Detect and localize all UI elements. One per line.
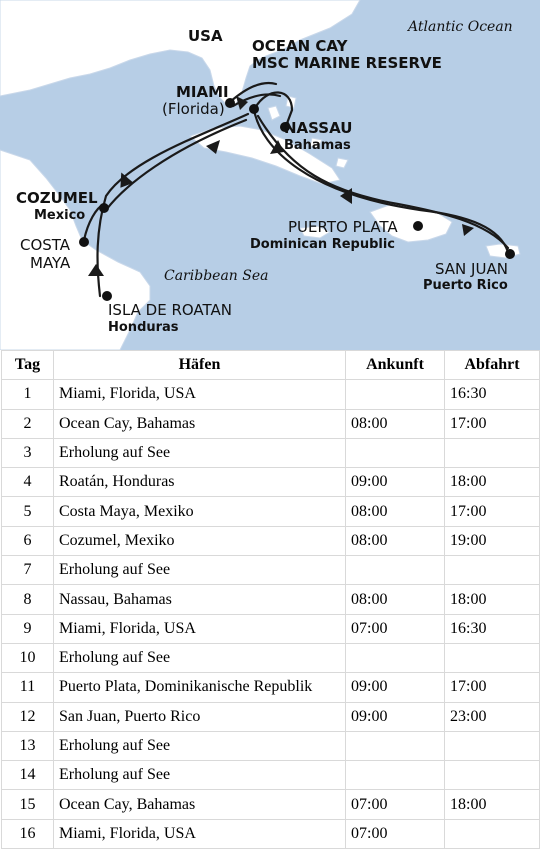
departure-cell	[445, 731, 540, 760]
arrival-cell	[346, 438, 445, 467]
table-row	[2, 585, 540, 614]
day-cell: 12	[2, 702, 54, 731]
departure-cell: 18:00	[445, 585, 540, 614]
header-ankunft: Ankunft	[346, 351, 445, 380]
puerto-plata-dot	[413, 221, 423, 231]
port-cell: Nassau, Bahamas	[54, 585, 346, 614]
table-row	[2, 790, 540, 819]
departure-cell: 17:00	[445, 409, 540, 438]
costa-maya-label: COSTA	[20, 236, 71, 254]
nassau-label: NASSAU	[284, 119, 353, 137]
table-row	[2, 556, 540, 585]
port-cell: Costa Maya, Mexiko	[54, 497, 346, 526]
table-body	[2, 380, 540, 849]
caribbean-label: Caribbean Sea	[164, 268, 269, 284]
table-row	[2, 731, 540, 760]
table-row	[2, 614, 540, 643]
arrival-cell	[346, 761, 445, 790]
table-row	[2, 702, 540, 731]
port-cell: Erholung auf See	[54, 731, 346, 760]
nassau-sub-label: Bahamas	[284, 138, 351, 153]
route-map	[0, 0, 540, 350]
ocean-cay-dot	[249, 104, 259, 114]
day-cell: 13	[2, 731, 54, 760]
header-tag: Tag	[2, 351, 54, 380]
departure-cell	[445, 643, 540, 672]
day-cell: 3	[2, 438, 54, 467]
cozumel-sub-label: Mexico	[34, 208, 86, 223]
departure-cell: 16:30	[445, 614, 540, 643]
table-row	[2, 673, 540, 702]
departure-cell	[445, 761, 540, 790]
arrival-cell: 09:00	[346, 673, 445, 702]
puerto-rico-land	[486, 244, 520, 258]
arrival-cell: 08:00	[346, 409, 445, 438]
table-row	[2, 497, 540, 526]
miami-label: MIAMI	[176, 83, 229, 101]
itinerary-table	[1, 350, 540, 849]
departure-cell	[445, 438, 540, 467]
arrival-cell: 08:00	[346, 497, 445, 526]
departure-cell: 17:00	[445, 497, 540, 526]
port-cell: Miami, Florida, USA	[54, 380, 346, 409]
day-cell: 5	[2, 497, 54, 526]
arrival-cell: 07:00	[346, 819, 445, 848]
day-cell: 16	[2, 819, 54, 848]
day-cell: 2	[2, 409, 54, 438]
header-abfahrt: Abfahrt	[445, 351, 540, 380]
table-row	[2, 438, 540, 467]
day-cell: 1	[2, 380, 54, 409]
arrival-cell: 09:00	[346, 468, 445, 497]
arrival-cell	[346, 731, 445, 760]
puerto-plata-label: PUERTO PLATA	[288, 218, 398, 236]
miami-sub-label: (Florida)	[162, 100, 225, 118]
day-cell: 10	[2, 643, 54, 672]
day-cell: 7	[2, 556, 54, 585]
day-cell: 11	[2, 673, 54, 702]
day-cell: 6	[2, 526, 54, 555]
roatan-sub-label: Honduras	[108, 320, 179, 335]
departure-cell: 16:30	[445, 380, 540, 409]
day-cell: 8	[2, 585, 54, 614]
costa-maya-label-2: MAYA	[30, 254, 71, 272]
usa-label: USA	[188, 27, 223, 45]
san-juan-dot	[505, 249, 515, 259]
departure-cell: 18:00	[445, 468, 540, 497]
port-cell: Erholung auf See	[54, 438, 346, 467]
ocean-cay-label: OCEAN CAY	[252, 37, 348, 55]
departure-cell: 17:00	[445, 673, 540, 702]
departure-cell	[445, 556, 540, 585]
port-cell: Puerto Plata, Dominikanische Republik	[54, 673, 346, 702]
port-cell: Ocean Cay, Bahamas	[54, 409, 346, 438]
port-cell: Miami, Florida, USA	[54, 614, 346, 643]
arrival-cell	[346, 556, 445, 585]
arrival-cell: 07:00	[346, 614, 445, 643]
day-cell: 15	[2, 790, 54, 819]
day-cell: 14	[2, 761, 54, 790]
roatan-dot	[102, 291, 112, 301]
table-row	[2, 468, 540, 497]
departure-cell: 23:00	[445, 702, 540, 731]
departure-cell	[445, 819, 540, 848]
arrival-cell: 09:00	[346, 702, 445, 731]
table-row	[2, 761, 540, 790]
arrival-cell	[346, 380, 445, 409]
table-row	[2, 643, 540, 672]
arrival-cell: 07:00	[346, 790, 445, 819]
table-row	[2, 819, 540, 848]
header-haefen: Häfen	[54, 351, 346, 380]
arrival-cell: 08:00	[346, 585, 445, 614]
port-cell: Erholung auf See	[54, 556, 346, 585]
port-cell: Erholung auf See	[54, 761, 346, 790]
puerto-plata-sub-label: Dominican Republic	[250, 237, 396, 252]
departure-cell: 18:00	[445, 790, 540, 819]
san-juan-sub-label: Puerto Rico	[423, 278, 508, 293]
port-cell: San Juan, Puerto Rico	[54, 702, 346, 731]
port-cell: Erholung auf See	[54, 643, 346, 672]
cozumel-label: COZUMEL	[16, 189, 98, 207]
port-cell: Ocean Cay, Bahamas	[54, 790, 346, 819]
arrival-cell: 08:00	[346, 526, 445, 555]
costa-maya-dot	[79, 237, 89, 247]
atlantic-label: Atlantic Ocean	[408, 19, 513, 35]
port-cell: Cozumel, Mexiko	[54, 526, 346, 555]
arrival-cell	[346, 643, 445, 672]
san-juan-label: SAN JUAN	[435, 260, 508, 278]
cozumel-dot	[99, 203, 109, 213]
table-row	[2, 409, 540, 438]
table-header-row	[2, 351, 540, 380]
ocean-cay-sub-label: MSC MARINE RESERVE	[252, 54, 442, 72]
table-row	[2, 380, 540, 409]
day-cell: 9	[2, 614, 54, 643]
table-row	[2, 526, 540, 555]
day-cell: 4	[2, 468, 54, 497]
port-cell: Roatán, Honduras	[54, 468, 346, 497]
departure-cell: 19:00	[445, 526, 540, 555]
roatan-label: ISLA DE ROATAN	[108, 301, 233, 319]
port-cell: Miami, Florida, USA	[54, 819, 346, 848]
